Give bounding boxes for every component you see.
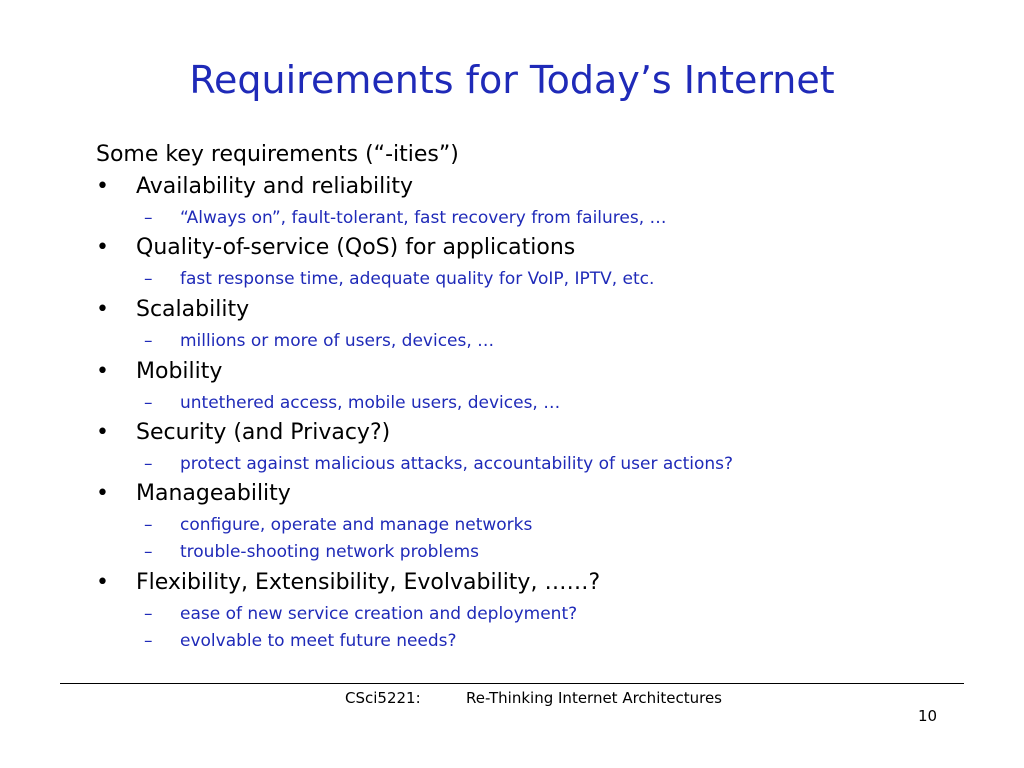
- bullet-icon: •: [96, 481, 109, 506]
- footer-divider: [60, 683, 964, 684]
- sub-item-text: evolvable to meet future needs?: [180, 631, 457, 651]
- dash-icon: –: [144, 393, 153, 413]
- dash-icon: –: [144, 542, 153, 562]
- bullet-icon: •: [96, 570, 109, 595]
- bullet-item-label: Security (and Privacy?): [136, 420, 391, 445]
- bullet-item-label: Quality-of-service (QoS) for applications: [136, 235, 576, 260]
- bullet-item-label: Manageability: [136, 481, 291, 506]
- slide-title: Requirements for Today’s Internet: [189, 58, 835, 102]
- sub-item-text: “Always on”, fault-tolerant, fast recovery from failures, …: [180, 208, 667, 228]
- dash-icon: –: [144, 515, 153, 535]
- intro-text: Some key requirements (“-ities”): [96, 142, 459, 167]
- page-number: 10: [918, 707, 938, 725]
- bullet-item-label: Mobility: [136, 359, 223, 384]
- dash-icon: –: [144, 269, 153, 289]
- bullet-icon: •: [96, 420, 109, 445]
- sub-item-text: untethered access, mobile users, devices, …: [180, 393, 561, 413]
- footer-course: CSci5221:: [345, 689, 421, 707]
- sub-item-text: millions or more of users, devices, …: [180, 331, 495, 351]
- bullet-item-label: Availability and reliability: [136, 174, 414, 199]
- dash-icon: –: [144, 331, 153, 351]
- footer-topic: Re-Thinking Internet Architectures: [466, 689, 722, 707]
- bullet-icon: •: [96, 174, 109, 199]
- dash-icon: –: [144, 208, 153, 228]
- dash-icon: –: [144, 631, 153, 651]
- bullet-icon: •: [96, 297, 109, 322]
- dash-icon: –: [144, 454, 153, 474]
- bullet-item-label: Flexibility, Extensibility, Evolvability, ……?: [136, 570, 601, 595]
- bullet-icon: •: [96, 235, 109, 260]
- bullet-item-label: Scalability: [136, 297, 250, 322]
- sub-item-text: configure, operate and manage networks: [180, 515, 533, 535]
- sub-item-text: ease of new service creation and deployment?: [180, 604, 578, 624]
- bullet-icon: •: [96, 359, 109, 384]
- dash-icon: –: [144, 604, 153, 624]
- sub-item-text: protect against malicious attacks, accountability of user actions?: [180, 454, 734, 474]
- sub-item-text: fast response time, adequate quality for VoIP, IPTV, etc.: [180, 269, 655, 289]
- sub-item-text: trouble-shooting network problems: [180, 542, 479, 562]
